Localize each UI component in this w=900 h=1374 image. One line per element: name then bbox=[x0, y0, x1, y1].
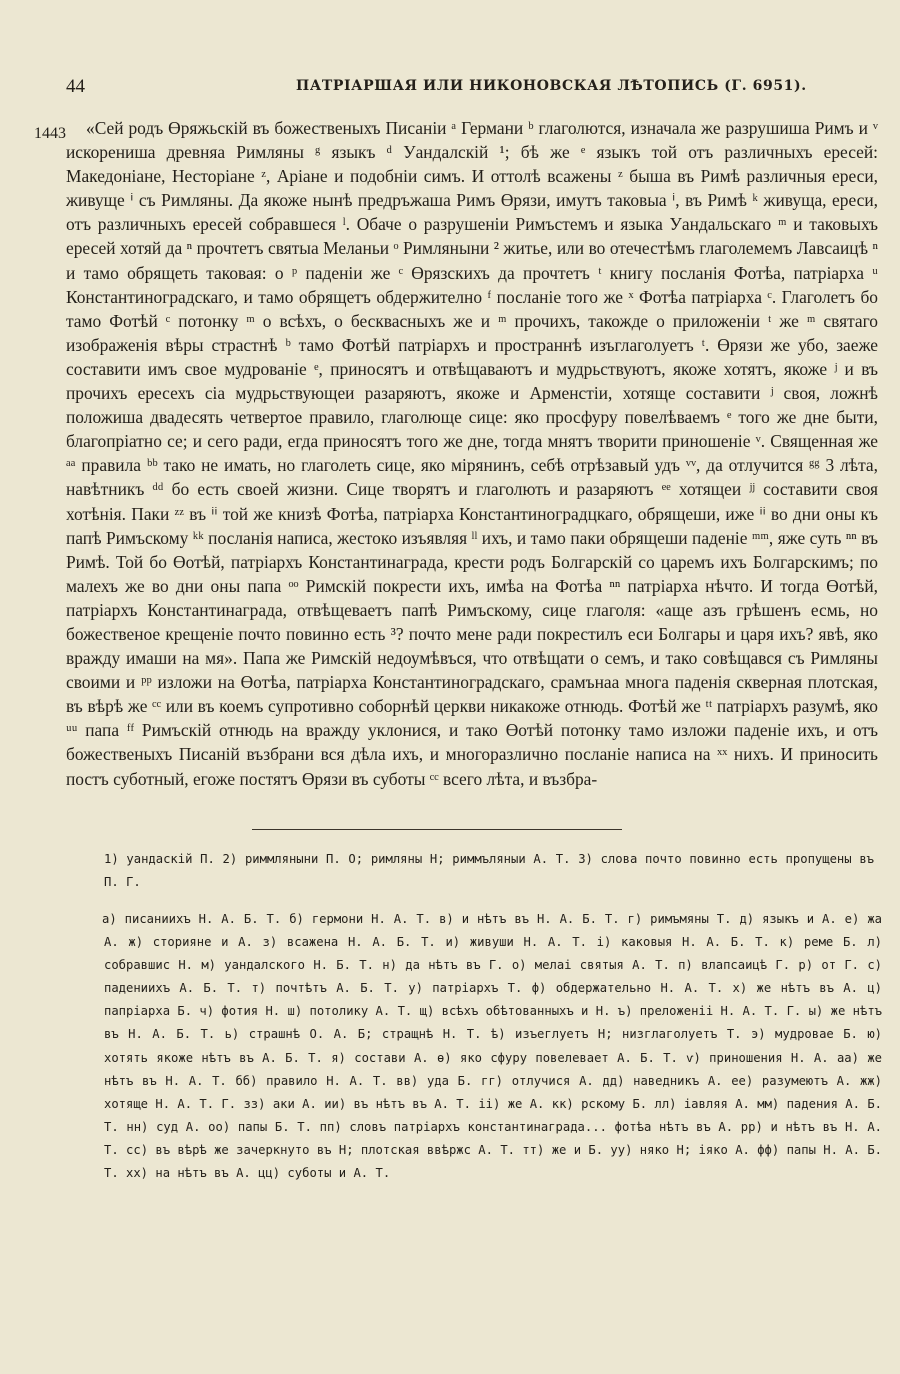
footnote-divider bbox=[252, 829, 622, 830]
running-title: ПАТРІАРШАЯ ИЛИ НИКОНОВСКАЯ ЛѢТОПИСЬ (Г. 6951). bbox=[296, 78, 807, 94]
page-header bbox=[66, 76, 886, 102]
margin-year: 1443 bbox=[34, 125, 66, 142]
chronicle-body-text: «Сей родъ Өряжьскій въ божественыхъ Писаніи ᵃ Германи ᵇ глаголются, изначала же разрушиша Римъ и ᵛ искорениша древняа Римляны ᵍ языкъ ᵈ Уандалскій ¹; бѣ же ᵉ языкъ той отъ различныхъ ересей: Македоніане, Несторіане ᶻ, Аріане и подобніи симъ. И оттолѣ всажены ᶻ быша въ Римѣ различныя ереси, живуще ⁱ съ Римляны. Да якоже нынѣ предръжаша Римъ Өрязи, имутъ таковыа ⁱ, въ Римѣ ᵏ живуща, ереси, отъ различныхъ ересей собравшеся ˡ. Обаче о разрушеніи Римъстемъ и языка Уандальскаго ᵐ и таковыхъ ересей хотяй да ⁿ прочтетъ святыа Меланьи ᵒ Римляныни ² житье, или во отечестѣмъ глаголемемъ Лавсаицѣ ⁿ и тамо обрящеть таковая: о ᵖ паденіи же ᶜ Өрязскихъ да прочтетъ ᵗ книгу посланія Фотѣа, патріарха ᵘ Константиноградскаго, и тамо обрящетъ обдержително ᶠ посланіе того же ˣ Фотѣа патріарха ᶜ. Глаголетъ бо тамо Фотѣй ᶜ потонку ᵐ о всѣхъ, о бесквасныхъ же и ᵐ прочихъ, такожде о приложеніи ᵗ же ᵐ святаго изображенія вѣры страстнѣ ᵇ тамо Фотѣй патріархъ и пространнѣ изъглаголуетъ ᵗ. Өрязи же убо, заеже составити имъ свое мудрованіе ᵉ, приносятъ и отвѣщаваютъ и мудрьствуютъ, якоже хотятъ, якоже ʲ и въ прочихъ ересехъ сіа мудрьствующеи разаряютъ, якоже и Арменстіи, хотяще составити ʲ своя, ложнѣ положиша двадесять четвертое правило, глаголюще сице: яко просфуру повелѣваемъ ᵉ того же дне быти, благопріатно се; и сего ради, егда приносятъ того же дне, тогда мнятъ творити приношеніе ᵛ. Священная же ᵃᵃ правила ᵇᵇ тако не имать, но глаголеть сице, яко мірянинъ, себѣ отрѣзавый удъ ᵛᵛ, да отлучится ᵍᵍ 3 лѣта, навѣтникъ ᵈᵈ бо есть своей жизни. Сице творятъ и глаголють и разаряютъ ᵉᵉ хотящеи ʲʲ составити своя хотѣнія. Паки ᶻᶻ въ ⁱⁱ той же книзѣ Фотѣа, патріарха Константиноградцкаго, обрящеши, иже ⁱⁱ во дни оны къ папѣ Римъскому ᵏᵏ посланія написа, жестоко изъявляя ˡˡ ихъ, и тамо паки обрящеши паденіе ᵐᵐ, яже суть ⁿⁿ въ Римѣ. Той бо Өотѣй, патріархъ Константинаграда, крести родъ Болгарскій со царемъ ихъ Болгарскимъ; по малехъ же во дни оны папа ᵒᵒ Римскій покрести ихъ, имѣа на Фотѣа ⁿⁿ патріарха нѣчто. И тогда Өотѣй, патріархъ Константинаграда, отвѣщеваетъ папѣ Римъскому, сице глаголя: «аще азъ грѣшенъ есмь, но божественое крещеніе почто повинно есть ³? почто мене ради покрестилъ еси Болгары и царя ихъ? явѣ, яко вражду имаши на мя». Папа же Римскій недоумѣвъся, что отвѣщати о семъ, и тако совѣщався съ Римляны своими и ᵖᵖ изложи на Өотѣа, патріарха Константиноградскаго, срамънаа многа паденія скверная плотская, въ вѣрѣ же ᶜᶜ или въ коемъ супротивно соборнѣй церкви никакоже отнюдь. Фотѣй же ᵗᵗ патріархъ разумѣ, яко ᵘᵘ папа ᶠᶠ Римъскій отнюдь на вражду уклонися, и тако Өотѣй потонку тамо изложи паденіе ихъ, и отъ божественыхъ Писаній възбрани вся дѣла ихъ, и многоразлично посланіе написа на ˣˣ нихъ. И приносить постъ суботный, егоже постятъ Өрязи въ суботы ᶜᶜ всего лѣта, и възбра- bbox=[66, 118, 878, 789]
lettered-variant-footnotes: а) писаниихъ Н. А. Б. Т. б) гермони Н. А. Т. в) и нѣтъ въ Н. А. Б. Т. г) римъмяны Т. д) языкъ и А. е) жа А. ж) сторияне и А. з) всажена Н. А. Б. Т. и) живуши Н. А. Т. і) каковыя Н. А. Б. Т. к) реме Б. л) собравшис Н. м) уандалского Н. Б. Т. н) да нѣтъ въ Г. о) мелаі святыя А. Т. п) влапсаицѣ Г. р) от Г. с) падениихъ А. Б. Т. т) почтѣтъ А. Б. Т. у) патріархъ Т. ф) обдержательно Н. А. Т. х) же нѣтъ въ А. ц) папріарха Б. ч) фотия Н. ш) потолику А. Т. щ) всѣхъ обѣтованныхъ и Н. ъ) преложеніі Н. А. Т. Г. ы) же нѣтъ въ Н. А. Б. Т. ь) страшнѣ О. А. Б; стращнѣ Н. Т. ѣ) изъеглуетъ Н; низглаголуетъ Т. э) мудровае Б. ю) хотять якоже нѣтъ въ А. Б. Т. я) состави А. ѳ) яко сфуру повелевает А. Б. Т. ѵ) приношения Н. А. аа) же нѣтъ въ Н. А. Т. бб) правило Н. А. Т. вв) уда Б. гг) отлучися А. дд) наведникъ А. ее) разумеютъ А. жж) хотяще Н. А. Т. Г. зз) аки А. ии) въ нѣтъ въ А. Т. іі) же А. кк) рскому Б. лл) іавляя А. мм) падения А. Б. Т. нн) суд А. оо) папы Б. Т. пп) словъ патріархъ константинаграда... фотѣа нѣтъ въ А. рр) и нѣтъ въ Н. А. Т. сс) въ вѣрѣ же зачеркнуто въ Н; плотская ввѣржс А. Т. тт) же и Б. уу) няко Н; іяко А. фф) папы Н. А. Б. Т. хх) на нѣтъ въ А. цц) суботы и А. Т. bbox=[102, 912, 882, 1181]
numbered-footnotes: 1) уандаскій П. 2) риммляныни П. О; римляны Н; риммъляныи А. Т. 3) слова почто повинно есть пропущены въ П. Г. bbox=[104, 852, 874, 889]
page-number: 44 bbox=[66, 76, 85, 97]
